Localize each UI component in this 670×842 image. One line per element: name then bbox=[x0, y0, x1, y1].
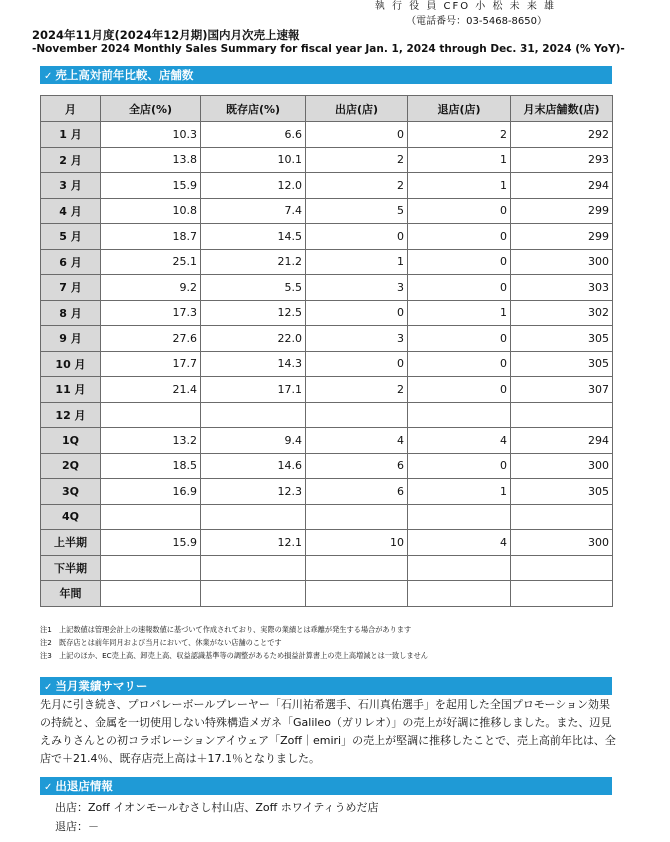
row-label: 4 月 bbox=[41, 198, 101, 224]
table-cell: 2 bbox=[408, 122, 511, 148]
table-cell bbox=[101, 581, 201, 607]
table-cell: 300 bbox=[511, 530, 613, 556]
table-cell: 1 bbox=[306, 249, 408, 275]
row-label: 3 月 bbox=[41, 173, 101, 199]
table-cell: 305 bbox=[511, 479, 613, 505]
table-row bbox=[41, 275, 613, 301]
table-cell bbox=[201, 555, 306, 581]
table-cell: 1 bbox=[408, 147, 511, 173]
table-cell bbox=[306, 581, 408, 607]
table-cell: 1 bbox=[408, 479, 511, 505]
table-row bbox=[41, 479, 613, 505]
table-cell bbox=[201, 504, 306, 530]
table-cell bbox=[306, 555, 408, 581]
table-cell: 300 bbox=[511, 453, 613, 479]
row-label: 5 月 bbox=[41, 224, 101, 250]
table-cell: 0 bbox=[408, 453, 511, 479]
table-cell: 0 bbox=[408, 224, 511, 250]
table-cell: 299 bbox=[511, 198, 613, 224]
table-row bbox=[41, 224, 613, 250]
table-row bbox=[41, 555, 613, 581]
table-cell: 21.2 bbox=[201, 249, 306, 275]
table-cell bbox=[408, 402, 511, 428]
table-cell bbox=[511, 504, 613, 530]
table-cell: 6.6 bbox=[201, 122, 306, 148]
table-cell: 294 bbox=[511, 173, 613, 199]
table-cell: 10.8 bbox=[101, 198, 201, 224]
table-cell: 18.7 bbox=[101, 224, 201, 250]
table-header-row bbox=[41, 96, 613, 122]
table-row bbox=[41, 377, 613, 403]
table-cell: 1 bbox=[408, 300, 511, 326]
table-cell: 0 bbox=[306, 351, 408, 377]
table-row bbox=[41, 173, 613, 199]
section-header-summary bbox=[40, 677, 612, 695]
table-cell: 17.1 bbox=[201, 377, 306, 403]
table-cell: 15.9 bbox=[101, 173, 201, 199]
table-cell bbox=[101, 504, 201, 530]
row-label: 上半期 bbox=[41, 530, 101, 556]
column-header: 全店(%) bbox=[101, 96, 201, 122]
table-cell: 27.6 bbox=[101, 326, 201, 352]
check-icon: ✓ bbox=[44, 682, 53, 693]
row-label: 8 月 bbox=[41, 300, 101, 326]
table-cell: 5.5 bbox=[201, 275, 306, 301]
table-cell: 6 bbox=[306, 453, 408, 479]
table-cell bbox=[511, 402, 613, 428]
row-label: 4Q bbox=[41, 504, 101, 530]
table-row bbox=[41, 428, 613, 454]
table-cell: 300 bbox=[511, 249, 613, 275]
table-cell: 1 bbox=[408, 173, 511, 199]
table-cell: 15.9 bbox=[101, 530, 201, 556]
table-row bbox=[41, 504, 613, 530]
table-cell: 18.5 bbox=[101, 453, 201, 479]
table-cell: 3 bbox=[306, 275, 408, 301]
table-cell bbox=[408, 555, 511, 581]
table-cell: 0 bbox=[408, 249, 511, 275]
check-icon: ✓ bbox=[44, 71, 53, 82]
report-title-ja: 2024年11月度(2024年12月期)国内月次売上速報 bbox=[32, 28, 300, 42]
table-row bbox=[41, 122, 613, 148]
table-cell: 25.1 bbox=[101, 249, 201, 275]
table-cell: 16.9 bbox=[101, 479, 201, 505]
table-cell: 4 bbox=[306, 428, 408, 454]
table-cell: 7.4 bbox=[201, 198, 306, 224]
table-cell bbox=[408, 581, 511, 607]
table-cell: 303 bbox=[511, 275, 613, 301]
column-header: 月末店舗数(店) bbox=[511, 96, 613, 122]
table-row bbox=[41, 147, 613, 173]
row-label: 9 月 bbox=[41, 326, 101, 352]
table-cell: 12.5 bbox=[201, 300, 306, 326]
table-cell: 0 bbox=[306, 122, 408, 148]
row-label: 7 月 bbox=[41, 275, 101, 301]
table-cell: 305 bbox=[511, 351, 613, 377]
column-header: 退店(店) bbox=[408, 96, 511, 122]
section-title: 売上高対前年比較、店舗数 bbox=[55, 68, 194, 82]
table-cell: 21.4 bbox=[101, 377, 201, 403]
table-cell: 12.0 bbox=[201, 173, 306, 199]
table-cell: 17.3 bbox=[101, 300, 201, 326]
footnote: 注2 既存店とは前年同月および当月において、休業がない店舗のことです bbox=[40, 638, 282, 647]
table-cell: 10.1 bbox=[201, 147, 306, 173]
table-cell: 14.3 bbox=[201, 351, 306, 377]
table-row bbox=[41, 581, 613, 607]
table-cell: 293 bbox=[511, 147, 613, 173]
table-cell bbox=[511, 555, 613, 581]
column-header: 月 bbox=[41, 96, 101, 122]
table-cell bbox=[306, 504, 408, 530]
table-row bbox=[41, 300, 613, 326]
row-label: 3Q bbox=[41, 479, 101, 505]
row-label: 10 月 bbox=[41, 351, 101, 377]
table-cell: 14.5 bbox=[201, 224, 306, 250]
report-title-en: -November 2024 Monthly Sales Summary for fiscal year Jan. 1, 2024 through Dec. 31, 2024 (% YoY)- bbox=[32, 43, 625, 55]
table-cell: 299 bbox=[511, 224, 613, 250]
table-cell: 2 bbox=[306, 147, 408, 173]
table-cell: 305 bbox=[511, 326, 613, 352]
summary-text: 先月に引き続き、プロバレーボールプレーヤー「石川祐希選手、石川真佑選手」を起用した全国プロモーション効果の持続と、金属を一切使用しない特殊構造メガネ「Galileo（ガリレオ）」の売上が好調に推移しました。また、辺見えみりさんとの初コラボレーションアイウェア「Zoff｜emiri」の売上が堅調に推移したことで、売上高前年比は、全店で＋21.4％、既存店売上高は＋17.1％となりました。 bbox=[40, 698, 616, 765]
table-cell: 17.7 bbox=[101, 351, 201, 377]
table-cell: 9.4 bbox=[201, 428, 306, 454]
footnotes bbox=[40, 623, 428, 662]
table-cell bbox=[201, 402, 306, 428]
table-cell: 12.3 bbox=[201, 479, 306, 505]
table-cell: 5 bbox=[306, 198, 408, 224]
table-cell bbox=[101, 555, 201, 581]
footnote: 注3 上記のほか、EC売上高、卸売上高、収益認識基準等の調整があるため損益計算書上の売上高増減とは一致しません bbox=[40, 651, 428, 660]
table-row bbox=[41, 351, 613, 377]
row-label: 2 月 bbox=[41, 147, 101, 173]
sales-table bbox=[40, 95, 613, 607]
table-cell bbox=[201, 581, 306, 607]
table-cell: 0 bbox=[408, 351, 511, 377]
table-row bbox=[41, 326, 613, 352]
officer-name: 執 行 役 員 CFO 小 松 未 来 雄 bbox=[374, 1, 556, 12]
column-header: 出店(店) bbox=[306, 96, 408, 122]
table-cell: 6 bbox=[306, 479, 408, 505]
store-openings: 出店：Zoff イオンモールむさし村山店、Zoff ホワイティうめだ店 bbox=[55, 801, 379, 814]
table-cell bbox=[408, 504, 511, 530]
footnote: 注1 上記数値は管理会計上の速報数値に基づいて作成されており、実際の業績とは乖離が発生する場合があります bbox=[40, 625, 412, 634]
section-title: 出退店情報 bbox=[55, 779, 113, 793]
table-cell: 2 bbox=[306, 173, 408, 199]
row-label: 6 月 bbox=[41, 249, 101, 275]
phone-number: （電話番号：03-5468-8650） bbox=[406, 16, 547, 27]
table-row bbox=[41, 402, 613, 428]
table-cell: 0 bbox=[408, 326, 511, 352]
table-cell: 0 bbox=[408, 275, 511, 301]
row-label: 2Q bbox=[41, 453, 101, 479]
table-cell: 22.0 bbox=[201, 326, 306, 352]
section-header-sales bbox=[40, 66, 612, 84]
section-title: 当月業績サマリー bbox=[55, 679, 148, 693]
table-row bbox=[41, 530, 613, 556]
table-cell: 4 bbox=[408, 428, 511, 454]
table-cell: 2 bbox=[306, 377, 408, 403]
table-cell: 0 bbox=[408, 198, 511, 224]
table-cell: 292 bbox=[511, 122, 613, 148]
table-cell: 302 bbox=[511, 300, 613, 326]
table-cell: 307 bbox=[511, 377, 613, 403]
table-cell bbox=[101, 402, 201, 428]
table-cell: 0 bbox=[306, 224, 408, 250]
table-row bbox=[41, 249, 613, 275]
row-label: 12 月 bbox=[41, 402, 101, 428]
table-cell: 13.2 bbox=[101, 428, 201, 454]
column-header: 既存店(%) bbox=[201, 96, 306, 122]
row-label: 下半期 bbox=[41, 555, 101, 581]
row-label: 1Q bbox=[41, 428, 101, 454]
table-cell: 10 bbox=[306, 530, 408, 556]
table-cell: 294 bbox=[511, 428, 613, 454]
section-header-stores bbox=[40, 777, 612, 795]
table-cell: 3 bbox=[306, 326, 408, 352]
table-row bbox=[41, 453, 613, 479]
table-cell: 14.6 bbox=[201, 453, 306, 479]
table-cell bbox=[306, 402, 408, 428]
store-closings: 退店：－ bbox=[55, 820, 99, 833]
table-cell: 12.1 bbox=[201, 530, 306, 556]
table-cell bbox=[511, 581, 613, 607]
table-row bbox=[41, 198, 613, 224]
table-cell: 13.8 bbox=[101, 147, 201, 173]
table-cell: 9.2 bbox=[101, 275, 201, 301]
table-cell: 10.3 bbox=[101, 122, 201, 148]
row-label: 1 月 bbox=[41, 122, 101, 148]
row-label: 11 月 bbox=[41, 377, 101, 403]
table-cell: 4 bbox=[408, 530, 511, 556]
row-label: 年間 bbox=[41, 581, 101, 607]
table-cell: 0 bbox=[306, 300, 408, 326]
table-cell: 0 bbox=[408, 377, 511, 403]
check-icon: ✓ bbox=[44, 782, 53, 793]
